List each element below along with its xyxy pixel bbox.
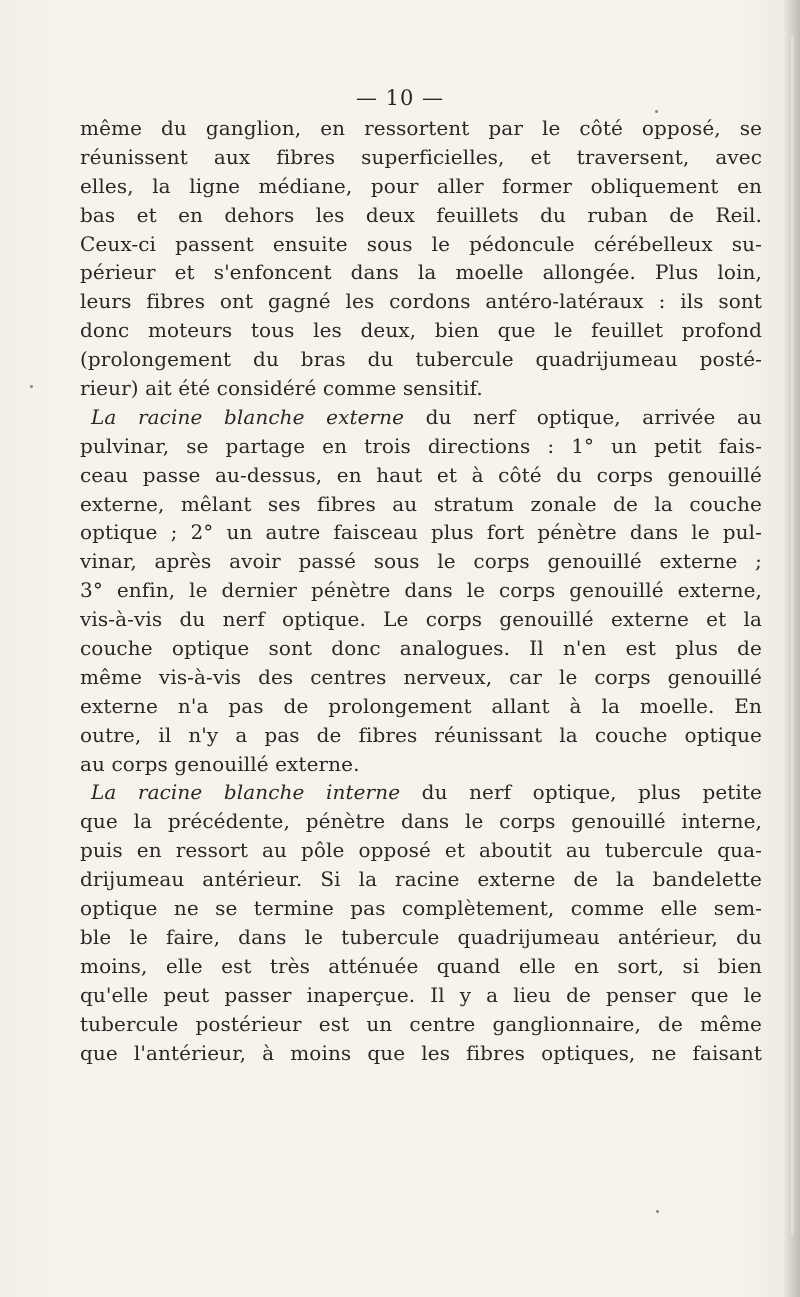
- text-line-17: 3° enfin, le dernier pénètre dans le corps genouillé externe,: [80, 578, 762, 603]
- text-line-25: que la précédente, pénètre dans le corps genouillé interne,: [80, 809, 762, 834]
- text-line-2: réunissent aux fibres superficielles, et traversent, avec: [80, 144, 762, 169]
- text-line-29: ble le faire, dans le tubercule quadrijumeau antérieur, du: [80, 924, 762, 949]
- text-line-22: outre, il n'y a pas de fibres réunissant la couche optique: [80, 722, 762, 747]
- text-line-9: (prolongement du bras du tubercule quadrijumeau posté-: [80, 347, 762, 372]
- text-line-24: [80, 778, 762, 807]
- text-line-21: externe n'a pas de prolongement allant à la moelle. En: [80, 693, 762, 718]
- page-number: — 10 —: [355, 86, 445, 110]
- text-line-1: même du ganglion, en ressortent par le côté opposé, se: [80, 116, 762, 140]
- text-line-5: Ceux-ci passent ensuite sous le pédoncule cérébelleux su-: [80, 231, 762, 256]
- text-line-4: bas et en dehors les deux feuillets du ruban de Reil.: [80, 202, 762, 227]
- text-line-7: leurs fibres ont gagné les cordons antéro-latéraux : ils sont: [80, 289, 762, 314]
- text-line-11: [80, 403, 762, 432]
- text-line-18: vis-à-vis du nerf optique. Le corps genouillé externe et la: [80, 607, 762, 632]
- text-line-13: ceau passe au-dessus, en haut et à côté du corps genouillé: [80, 462, 762, 487]
- page-edge-highlight: [791, 35, 794, 1235]
- text-line-11-rest: du nerf optique, arrivée au: [404, 404, 762, 429]
- text-line-27: drijumeau antérieur. Si la racine externe de la bandelette: [80, 867, 762, 892]
- text-line-16: vinar, après avoir passé sous le corps genouillé externe ;: [80, 549, 762, 574]
- scan-speck: [656, 1210, 659, 1213]
- text-line-28: optique ne se termine pas complètement, comme elle sem-: [80, 896, 762, 921]
- text-line-3: elles, la ligne médiane, pour aller former obliquement en: [80, 173, 762, 198]
- text-line-31: qu'elle peut passer inaperçue. Il y a lieu de penser que le: [80, 982, 762, 1007]
- text-line-26: puis en ressort au pôle opposé et aboutit au tubercule qua-: [80, 838, 762, 863]
- scan-speck: [30, 385, 33, 388]
- text-line-10: rieur) ait été considéré comme sensitif.: [80, 376, 483, 401]
- text-line-30: moins, elle est très atténuée quand elle en sort, si bien: [80, 953, 762, 978]
- body-text: [80, 114, 762, 1067]
- text-line-32: tubercule postérieur est un centre ganglionnaire, de même: [80, 1011, 762, 1036]
- text-line-12: pulvinar, se partage en trois directions : 1° un petit fais-: [80, 433, 762, 458]
- text-line-14: externe, mêlant ses fibres au stratum zonale de la couche: [80, 491, 762, 516]
- text-line-15: optique ; 2° un autre faisceau plus fort pénètre dans le pul-: [80, 520, 762, 545]
- scan-speck: [655, 110, 658, 113]
- text-line-23: au corps genouillé externe.: [80, 751, 360, 776]
- text-line-19: couche optique sont donc analogues. Il n'en est plus de: [80, 636, 762, 661]
- text-line-20: même vis-à-vis des centres nerveux, car le corps genouillé: [80, 664, 762, 689]
- text-line-8: donc moteurs tous les deux, bien que le feuillet profond: [80, 318, 762, 343]
- text-line-6: périeur et s'enfoncent dans la moelle allongée. Plus loin,: [80, 260, 762, 285]
- text-line-33: que l'antérieur, à moins que les fibres optiques, ne faisant: [80, 1040, 762, 1065]
- text-line-24-rest: du nerf optique, plus petite: [400, 780, 762, 805]
- italic-phrase-racine-externe: La racine blanche externe: [91, 404, 405, 429]
- italic-phrase-racine-interne: La racine blanche interne: [91, 780, 401, 805]
